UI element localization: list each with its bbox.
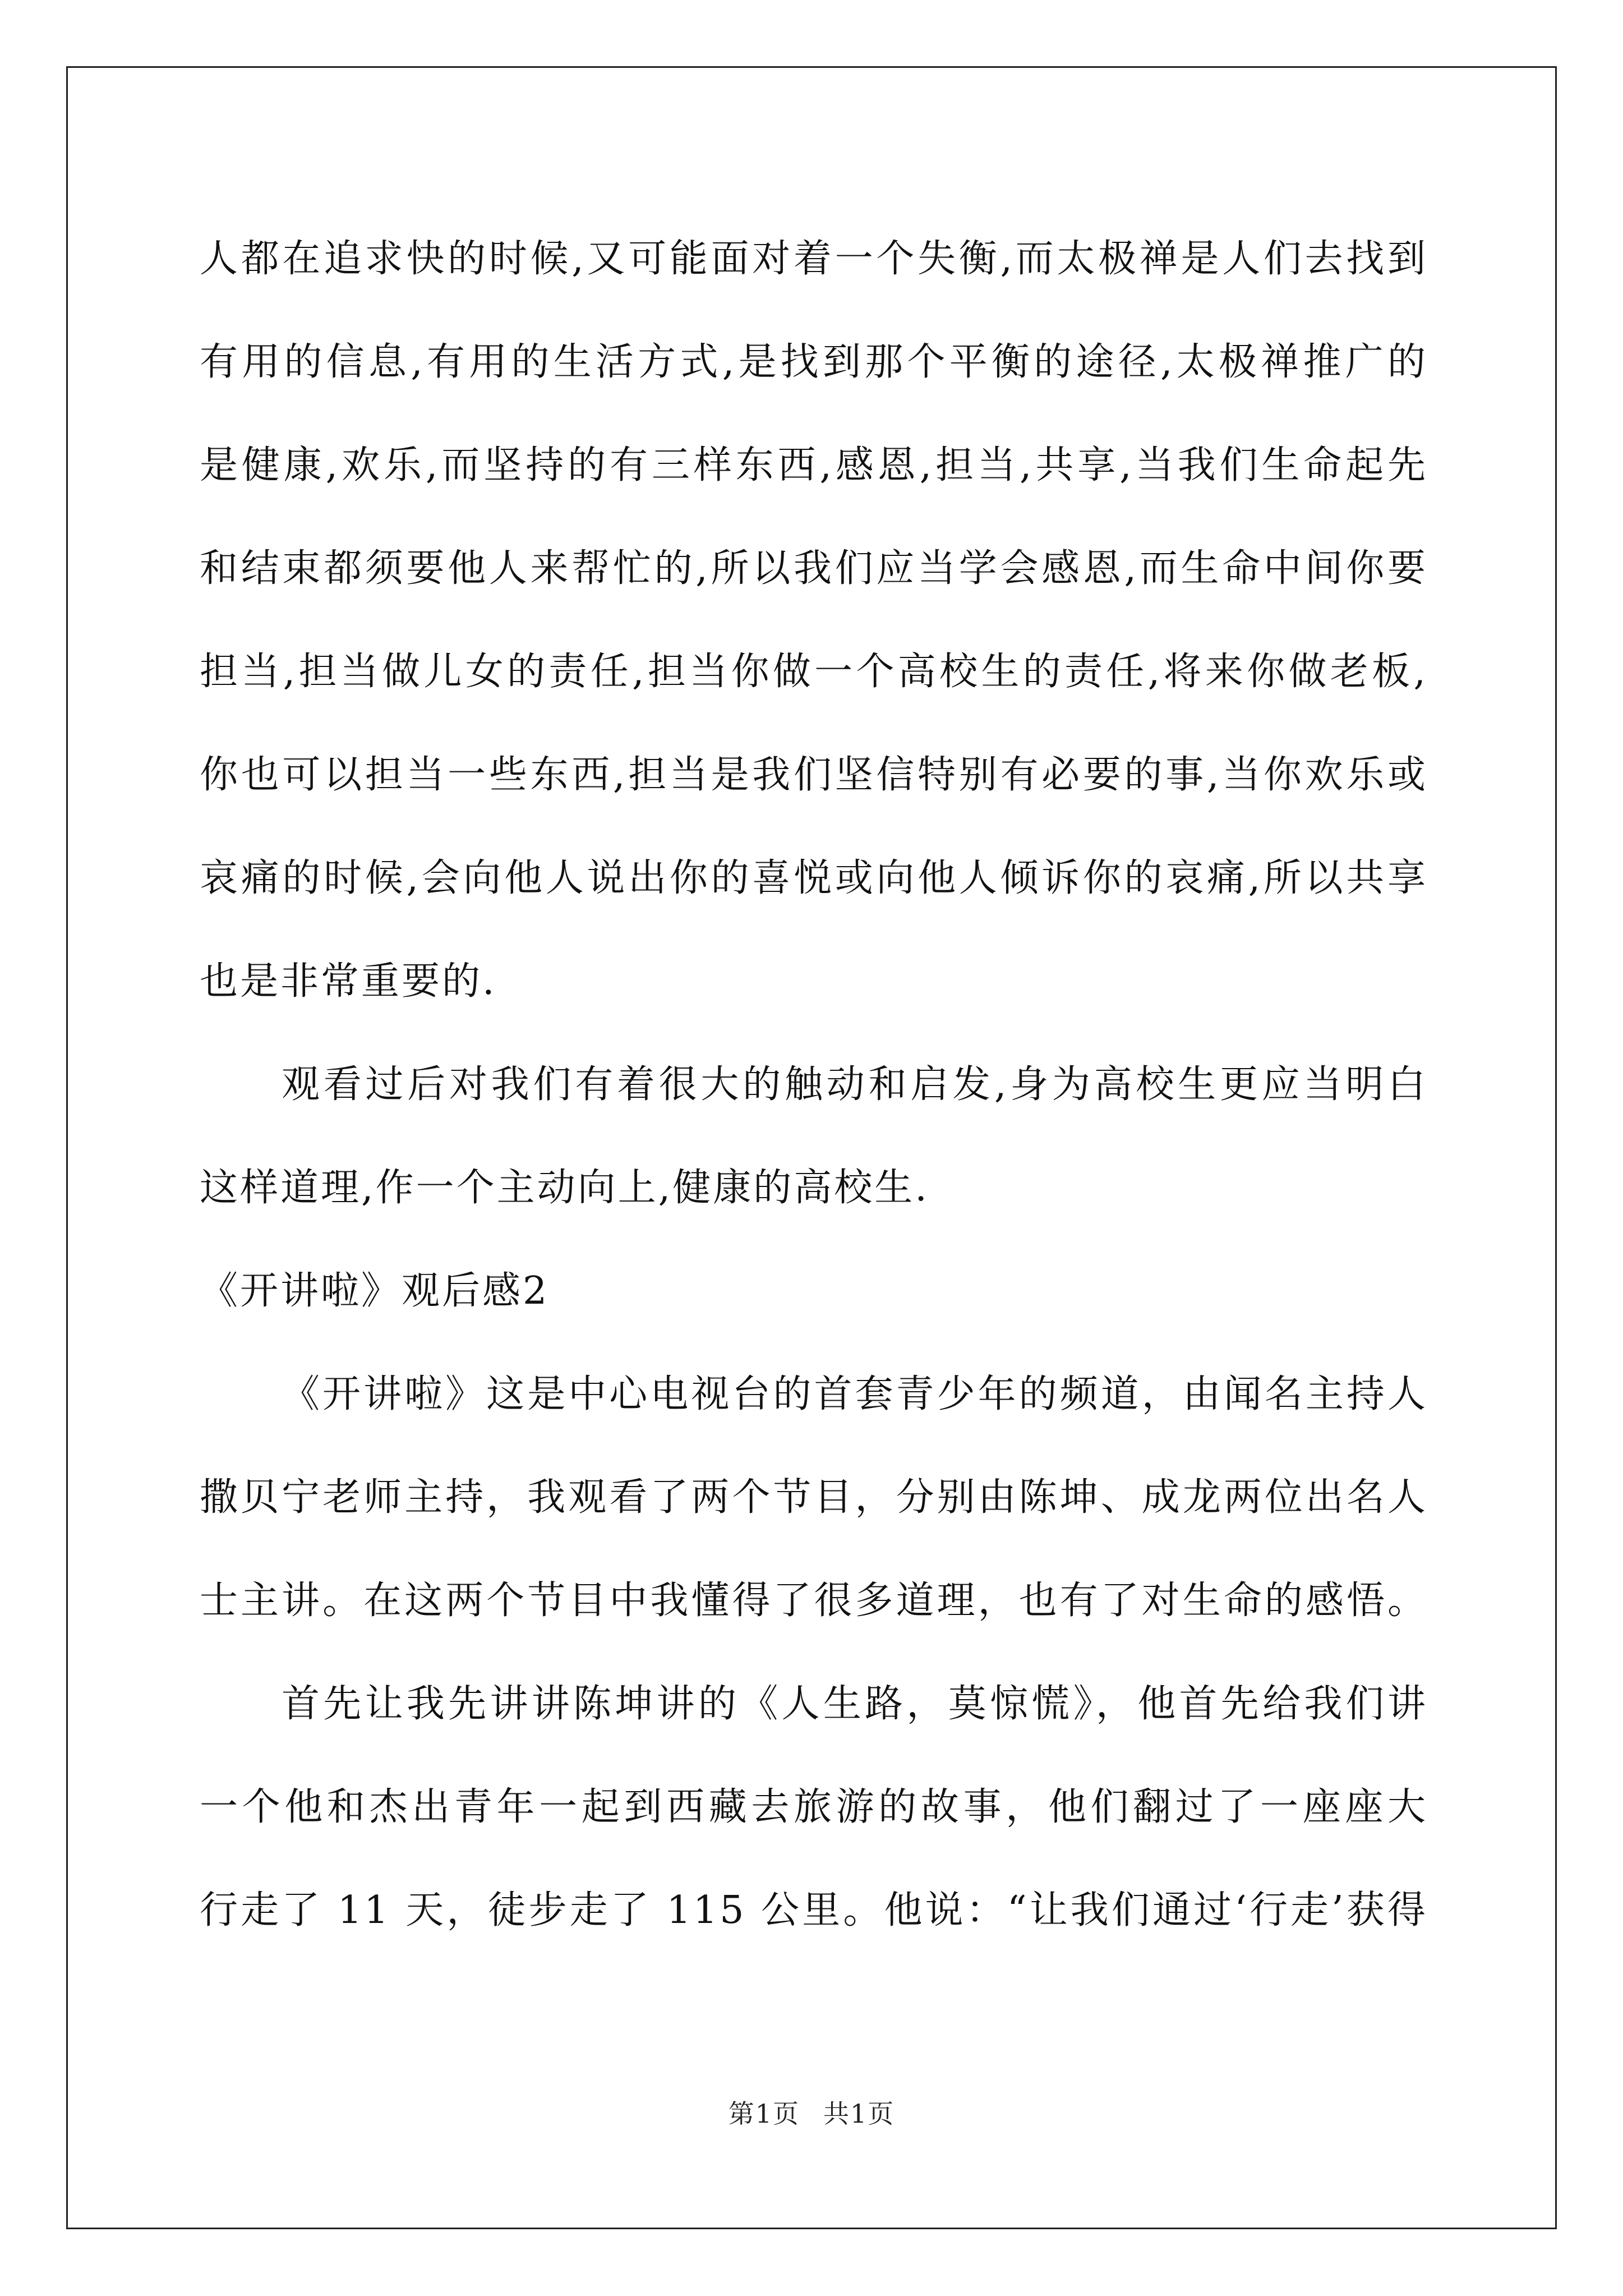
section-heading: 《开讲啦》观后感2 (200, 1269, 550, 1313)
text-line: 首先让我先讲讲陈坤讲的《人生路，莫惊慌》，他首先给我们讲 (282, 1682, 1428, 1726)
text-line: 《开讲啦》这是中心电视台的首套青少年的频道，由闻名主持人 (282, 1372, 1428, 1416)
page-footer (0, 2093, 1623, 2131)
text-line: 也是非常重要的. (200, 959, 497, 1004)
text-line: 观看过后对我们有着很大的触动和启发,身为高校生更应当明白 (282, 1062, 1428, 1107)
text-line: 你也可以担当一些东西,担当是我们坚信特别有必要的事,当你欢乐或 (200, 753, 1428, 797)
text-line: 哀痛的时候,会向他人说出你的喜悦或向他人倾诉你的哀痛,所以共享 (200, 856, 1428, 900)
text-line: 人都在追求快的时候,又可能面对着一个失衡,而太极禅是人们去找到 (200, 237, 1428, 281)
text-line: 是健康,欢乐,而坚持的有三样东西,感恩,担当,共享,当我们生命起先 (200, 443, 1428, 487)
page-number: 第1页 (728, 2099, 800, 2129)
page-total: 共1页 (823, 2099, 895, 2129)
document-body (200, 208, 1428, 1962)
text-line: 士主讲。在这两个节目中我懂得了很多道理，也有了对生命的感悟。 (200, 1579, 1428, 1623)
text-line: 有用的信息,有用的生活方式,是找到那个平衡的途径,太极禅推广的 (200, 340, 1428, 384)
text-line: 这样道理,作一个主动向上,健康的高校生. (200, 1166, 929, 1210)
text-line: 和结束都须要他人来帮忙的,所以我们应当学会感恩,而生命中间你要 (200, 546, 1428, 591)
text-line: 撒贝宁老师主持，我观看了两个节目，分别由陈坤、成龙两位出名人 (200, 1475, 1428, 1520)
text-line: 担当,担当做儿女的责任,担当你做一个高校生的责任,将来你做老板, (200, 650, 1428, 694)
text-line: 行走了 11 天，徒步走了 115 公里。他说：“让我们通过‘行走’获得 (200, 1888, 1428, 1932)
text-line: 一个他和杰出青年一起到西藏去旅游的故事，他们翻过了一座座大 (200, 1785, 1428, 1829)
